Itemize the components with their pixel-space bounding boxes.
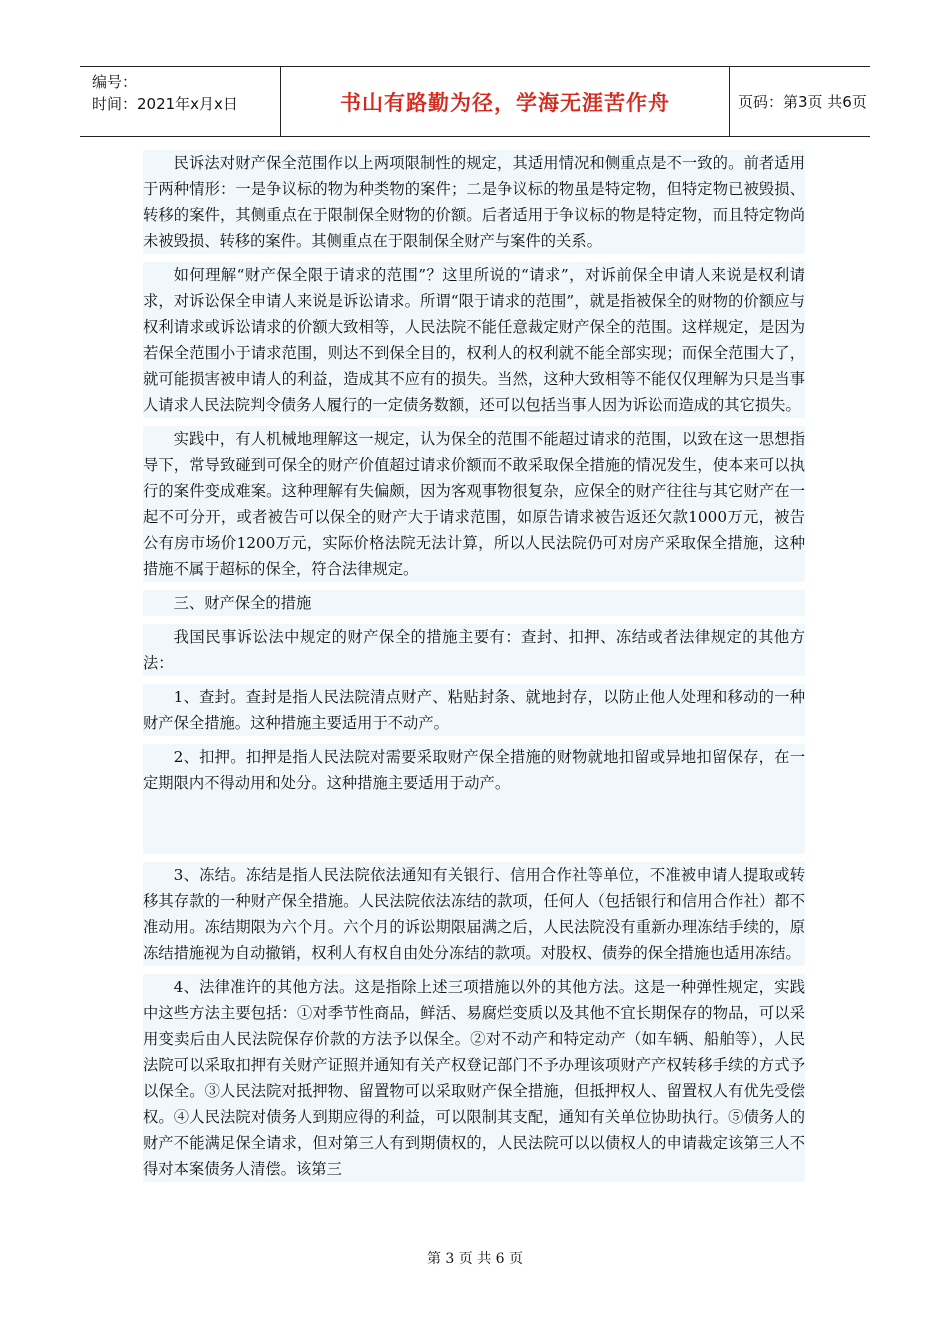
paragraph: 实践中，有人机械地理解这一规定，认为保全的范围不能超过请求的范围，以致在这一思想指导下，常导致碰到可保全的财产价值超过请求价额而不敢采取保全措施的情况发生，使本来可以执行的案件变成难案。这种理解有失偏颇，因为客观事物很复杂，应保全的财产往往与其它财产在一起不可分开，或者被告可以保全的财产大于请求范围，如原告请求被告返还欠款1000万元，被告公有房市场价1200万元，实际价格法院无法计算，所以人民法院仍可对房产采取保全措施，这种措施不属于超标的保全，符合法律规定。 — [143, 426, 805, 582]
paragraph: 3、冻结。冻结是指人民法院依法通知有关银行、信用合作社等单位，不准被申请人提取或转移其存款的一种财产保全措施。人民法院依法冻结的款项，任何人（包括银行和信用合作社）都不准动用。冻结期限为六个月。六个月的诉讼期限届满之后，人民法院没有重新办理冻结手续的，原冻结措施视为自动撤销，权利人有权自由处分冻结的款项。对股权、债券的保全措施也适用冻结。 — [143, 862, 805, 966]
header-page-info: 页码：第3页 共6页 — [738, 93, 867, 111]
header-number-label: 编号： — [92, 73, 138, 91]
paragraph: 民诉法对财产保全范围作以上两项限制性的规定，其适用情况和侧重点是不一致的。前者适用于两种情形：一是争议标的物为种类物的案件；二是争议标的物虽是特定物，但特定物已被毁损、转移的案件，其侧重点在于限制保全财物的价额。后者适用于争议标的物是特定物，而且特定物尚未被毁损、转移的案件。其侧重点在于限制保全财产与案件的关系。 — [143, 150, 805, 254]
blank-gap — [143, 796, 805, 854]
page-footer: 第 3 页 共 6 页 — [426, 1251, 524, 1267]
section-heading: 三、财产保全的措施 — [143, 590, 805, 616]
document-body — [143, 150, 805, 1190]
paragraph: 2、扣押。扣押是指人民法院对需要采取财产保全措施的财物就地扣留或异地扣留保存，在一定期限内不得动用和处分。这种措施主要适用于动产。 — [143, 744, 805, 796]
header-motto: 书山有路勤为径，学海无涯苦作舟 — [280, 67, 730, 136]
page-header — [80, 66, 870, 137]
paragraph: 1、查封。查封是指人民法院清点财产、粘贴封条、就地封存，以防止他人处理和移动的一种财产保全措施。这种措施主要适用于不动产。 — [143, 684, 805, 736]
paragraph: 我国民事诉讼法中规定的财产保全的措施主要有：查封、扣押、冻结或者法律规定的其他方法： — [143, 624, 805, 676]
header-time-label: 时间：2021年x月x日 — [92, 95, 238, 113]
paragraph: 4、法律准许的其他方法。这是指除上述三项措施以外的其他方法。这是一种弹性规定，实践中这些方法主要包括：①对季节性商品，鲜活、易腐烂变质以及其他不宜长期保存的物品，可以采用变卖后由人民法院保存价款的方法予以保全。②对不动产和特定动产（如车辆、船舶等），人民法院可以采取扣押有关财产证照并通知有关产权登记部门不予办理该项财产产权转移手续的方式予以保全。③人民法院对抵押物、留置物可以采取财产保全措施，但抵押权人、留置权人有优先受偿权。④人民法院对债务人到期应得的利益，可以限制其支配，通知有关单位协助执行。⑤债务人的财产不能满足保全请求，但对第三人有到期债权的，人民法院可以以债权人的申请裁定该第三人不得对本案债务人清偿。该第三 — [143, 974, 805, 1182]
header-meta — [80, 67, 280, 136]
paragraph: 如何理解“财产保全限于请求的范围”？这里所说的“请求”，对诉前保全申请人来说是权利请求，对诉讼保全申请人来说是诉讼请求。所谓“限于请求的范围”，就是指被保全的财物的价额应与权利请求或诉讼请求的价额大致相等，人民法院不能任意裁定财产保全的范围。这样规定，是因为若保全范围小于请求范围，则达不到保全目的，权利人的权利就不能全部实现；而保全范围大了，就可能损害被申请人的利益，造成其不应有的损失。当然，这种大致相等不能仅仅理解为只是当事人请求人民法院判令债务人履行的一定债务数额，还可以包括当事人因为诉讼而造成的其它损失。 — [143, 262, 805, 418]
